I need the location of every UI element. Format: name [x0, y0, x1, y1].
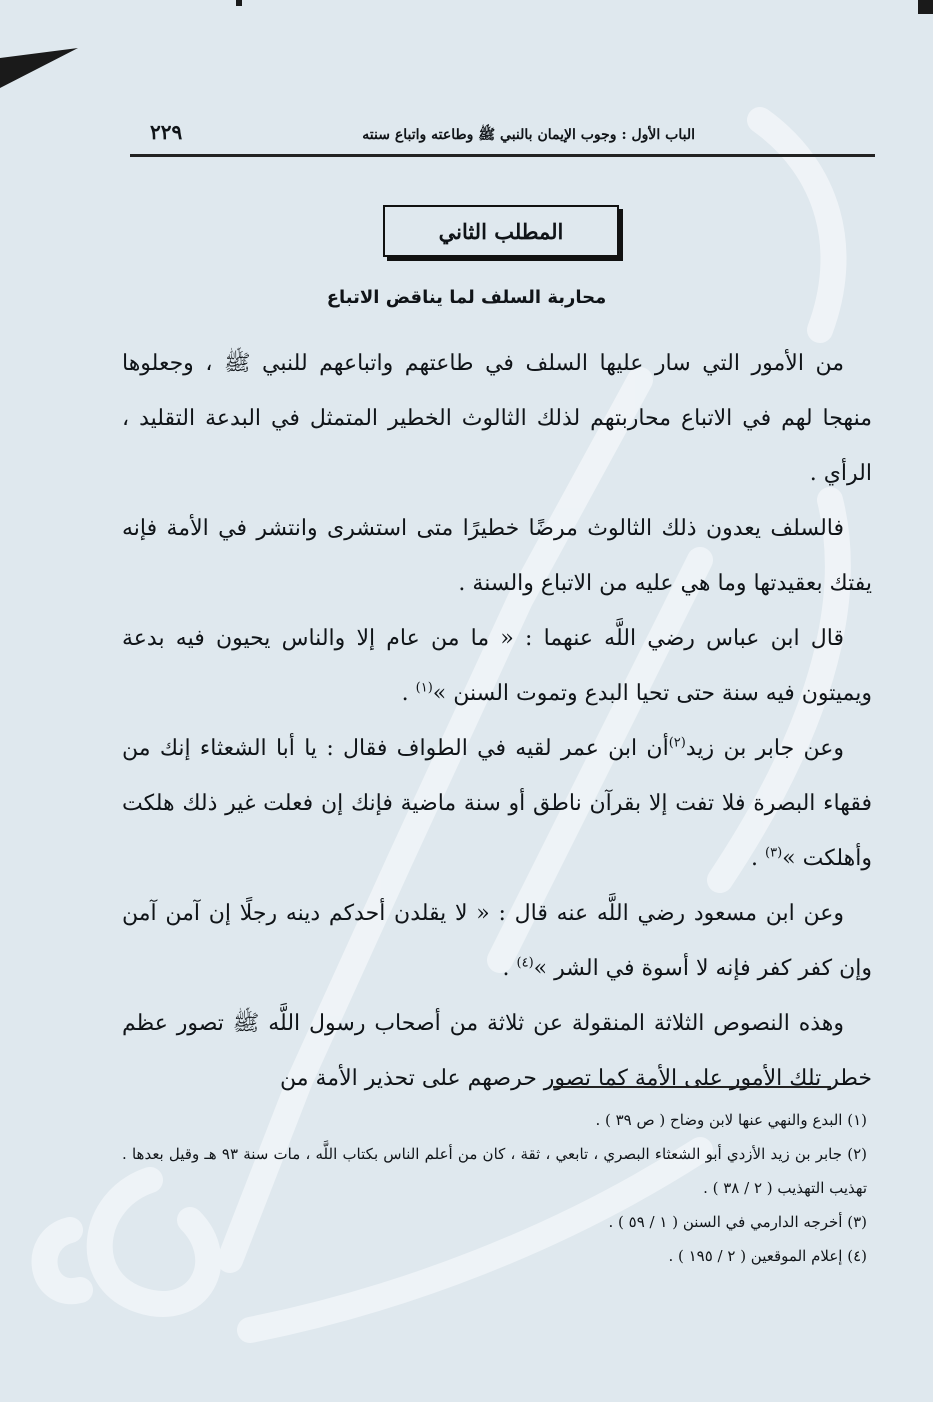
- section-label: المطلب الثاني: [438, 218, 564, 244]
- paragraph: وهذه النصوص الثلاثة المنقولة عن ثلاثة من أصحاب رسول اللَّه ﷺ تصور عظم خطر تلك الأمور على الأمة كما تصور حرصهم على تحذير الأمة من: [122, 1011, 872, 1091]
- page-number: ٢٢٩: [150, 120, 183, 144]
- footnote: (٣) أخرجه الدارمي في السنن ( ١ / ٥٩ ) .: [608, 1213, 867, 1231]
- footnote-divider: [553, 1086, 831, 1088]
- footnote: (٤) إعلام الموقعين ( ٢ / ١٩٥ ) .: [668, 1247, 867, 1265]
- main-text: [122, 336, 872, 1106]
- section-subtitle: محاربة السلف لما يناقض الاتباع: [326, 287, 607, 308]
- paragraph: قال ابن عباس رضي اللَّه عنهما : « ما من عام إلا والناس يحيون فيه بدعة ويميتون فيه سنة حتى تحيا البدع وتموت السنن »$^{(١)}$ .: [122, 626, 872, 706]
- footnote-ref: (٤): [516, 955, 534, 971]
- paragraph: وعن جابر بن زيد$^{(٢)}$أن ابن عمر لقيه في الطواف فقال : يا أبا الشعثاء إنك من فقهاء البصرة فلا تفت إلا بقرآن ناطق أو سنة ماضية فإنك إن فعلت غير ذلك هلكت وأهلكت »$^{(٣)}$ .: [122, 735, 872, 871]
- section-heading-box: [383, 205, 619, 257]
- footnote-ref: (١): [415, 680, 433, 696]
- footnote-ref: (٢): [668, 735, 686, 751]
- footnote: (٢) جابر بن زيد الأزدي أبو الشعثاء البصري ، تابعي ، ثقة ، كان من أعلم الناس بكتاب اللَّه ، مات سنة ٩٣ هـ وقيل بعدها . تهذيب التهذيب ( ٢ / ٣٨ ) .: [122, 1145, 867, 1197]
- paragraph: وعن ابن مسعود رضي اللَّه عنه قال : « لا يقلدن أحدكم دينه رجلًا إن آمن آمن وإن كفر كفر فإنه لا أسوة في الشر »$^{(٤)}$ .: [122, 901, 872, 981]
- chapter-title: الباب الأول : وجوب الإيمان بالنبي ﷺ وطاعته واتباع سنته: [362, 127, 695, 143]
- paragraph: فالسلف يعدون ذلك الثالوث مرضًا خطيرًا متى استشرى وانتشر في الأمة فإنه يفتك بعقيدتها وما هي عليه من الاتباع والسنة .: [122, 516, 872, 596]
- running-header: [130, 118, 875, 157]
- paragraph: من الأمور التي سار عليها السلف في طاعتهم واتباعهم للنبي ﷺ ، وجعلوها منهجا لهم في الاتباع محاربتهم لذلك الثالوث الخطير المتمثل في البدعة التقليد ، الرأي .: [122, 351, 872, 486]
- footnote-ref: (٣): [765, 845, 783, 861]
- footnote: (١) البدع والنهي عنها لابن وضاح ( ص ٣٩ ) .: [595, 1111, 867, 1129]
- footnotes: [122, 1103, 867, 1273]
